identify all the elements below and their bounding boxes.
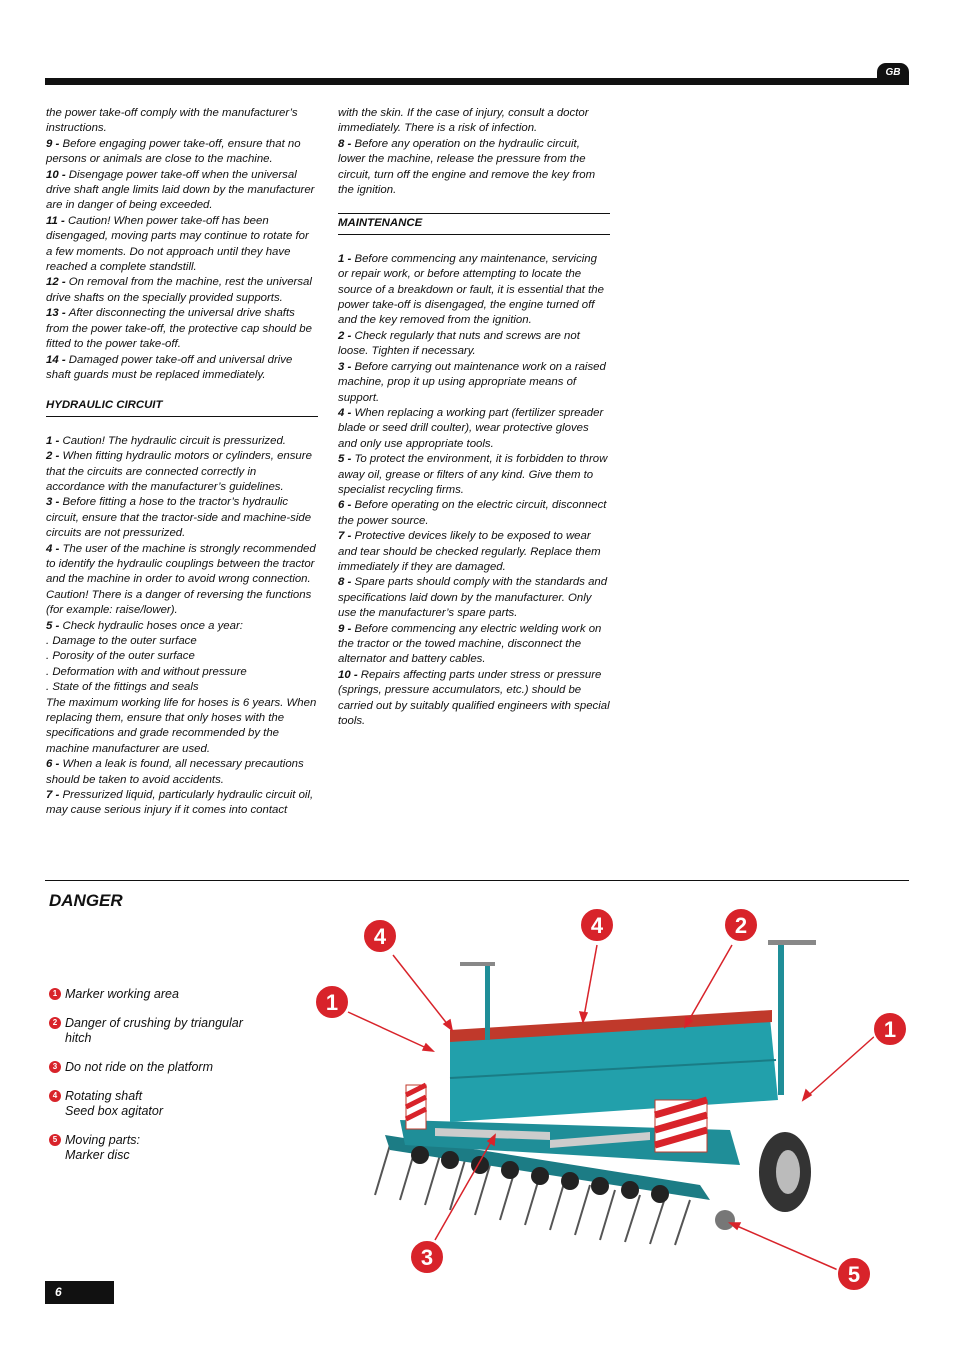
legend-number-badge: 3: [49, 1061, 61, 1073]
legend-number-badge: 5: [49, 1134, 61, 1146]
seed-drill-machine-icon: [375, 940, 816, 1245]
svg-text:2: 2: [734, 913, 748, 938]
text-column-right: [338, 106, 610, 729]
check-item: . Damage to the outer surface: [46, 635, 197, 647]
legend-item: 3 Do not ride on the platform: [49, 1060, 289, 1075]
svg-text:1: 1: [883, 1017, 897, 1042]
paragraph: the power take-off comply with the manufacturer’s instructions.: [46, 107, 298, 135]
list-item: 3 - Before fitting a hose to the tractor’s hydraulic circuit, ensure that the tractor-side and machine-side circuits are not pressurized.: [46, 496, 312, 540]
callout-badge: [837, 1257, 871, 1291]
list-item: 2 - When fitting hydraulic motors or cylinders, ensure that the circuits are connected correctly in accordance with the manufacturer’s guidelines.: [46, 450, 312, 493]
list-item: 3 - Before carrying out maintenance work on a raised machine, prop it up using appropriate means of support.: [338, 360, 606, 404]
text-column-left: [46, 106, 318, 819]
seed-drill-illustration: [300, 900, 920, 1300]
list-item: 2 - Check regularly that nuts and screws are not loose. Tighten if necessary.: [338, 329, 580, 358]
callout-badge: [315, 985, 349, 1019]
svg-text:4: 4: [590, 913, 604, 938]
list-item: 4 - When replacing a working part (fertilizer spreader blade or seed drill coulter), wear protective gloves and only use appropriate tools.: [338, 406, 604, 450]
list-item: 5 - Check hydraulic hoses once a year:: [46, 619, 243, 632]
language-tab: GB: [877, 63, 909, 83]
callout-badge: [873, 1012, 907, 1046]
section-heading-maintenance: MAINTENANCE: [338, 213, 610, 234]
page-number: 6: [45, 1281, 114, 1304]
list-item: 9 - Before commencing any electric welding work on the tractor or the towed machine, disconnect the alternator and battery cables.: [338, 622, 602, 666]
list-item: 7 - Protective devices likely to be exposed to wear and tear should be checked regularly. Replace them immediately if they are damaged.: [338, 530, 601, 573]
list-item: 4 - The user of the machine is strongly recommended to identify the hydraulic couplings between the tractor and the machine in order to avoid wrong connection. Caution! There is a danger of reversing the functions (for example: raise/lower).: [46, 542, 316, 617]
legend-item: 2 Danger of crushing by triangular hitch: [49, 1016, 289, 1046]
svg-text:4: 4: [373, 924, 387, 949]
danger-legend: [49, 987, 289, 1177]
danger-title: DANGER: [49, 891, 123, 910]
legend-number-badge: 1: [49, 988, 61, 1000]
list-item: 6 - Before operating on the electric circuit, disconnect the power source.: [338, 499, 607, 527]
legend-item: 1 Marker working area: [49, 987, 289, 1002]
legend-number-badge: 2: [49, 1017, 61, 1029]
list-item: 11 - Caution! When power take-off has been disengaged, moving parts may continue to rotate for a few moments. Do not approach until they have reached a complete standstill.: [46, 214, 309, 274]
svg-text:5: 5: [847, 1262, 861, 1287]
paragraph: The maximum working life for hoses is 6 years. When replacing them, ensure that only hoses with the specifications and grade recommended by the machine manufacturer are used.: [46, 696, 317, 755]
svg-text:3: 3: [420, 1245, 434, 1270]
list-item: 6 - When a leak is found, all necessary precautions should be taken to avoid accidents.: [46, 758, 304, 786]
check-item: . Porosity of the outer surface: [46, 650, 195, 663]
list-item: 5 - To protect the environment, it is forbidden to throw away oil, grease or filters of any kind. Give them to specialist recycling firms.: [338, 453, 608, 496]
callout-badge: [580, 908, 614, 942]
list-item: 7 - Pressurized liquid, particularly hydraulic circuit oil, may cause serious injury if it comes into contact: [46, 789, 314, 817]
list-item: 8 - Spare parts should comply with the standards and specifications laid down by the manufacturer. Only use the manufacturer’s spare parts.: [338, 576, 608, 620]
list-item: 10 - Repairs affecting parts under stress or pressure (springs, pressure accumulators, etc.) should be carried out by suitably qualified engineers with special tools.: [338, 668, 610, 728]
callout-badge: [724, 908, 758, 942]
list-item: 1 - Caution! The hydraulic circuit is pressurized.: [46, 434, 286, 447]
list-item: 10 - Disengage power take-off when the universal drive shaft angle limits laid down by the manufacturer are in danger of being exceeded.: [46, 168, 315, 212]
list-item: 8 - Before any operation on the hydraulic circuit, lower the machine, release the pressure from the circuit, turn off the engine and remove the key from the ignition.: [338, 137, 596, 197]
list-item: 12 - On removal from the machine, rest the universal drive shafts on the specially provided supports.: [46, 276, 312, 304]
list-item: 1 - Before commencing any maintenance, servicing or repair work, or before attempting to locate the source of a breakdown or fault, it is essential that the power take-off is disengaged, the engine turned off and the key removed from the ignition.: [338, 252, 604, 327]
callout-badge: [410, 1240, 444, 1274]
check-item: . Deformation with and without pressure: [46, 665, 247, 678]
section-heading-hydraulic: HYDRAULIC CIRCUIT: [46, 398, 318, 416]
list-item: 13 - After disconnecting the universal drive shafts from the power take-off, the protective cap should be fitted to the power take-off.: [46, 307, 312, 351]
legend-number-badge: 4: [49, 1090, 61, 1102]
callout-badge: [363, 919, 397, 953]
legend-item: 4 Rotating shaft Seed box agitator: [49, 1089, 289, 1119]
section-divider: [45, 880, 909, 881]
header-rule: [45, 78, 909, 85]
legend-item: 5 Moving parts: Marker disc: [49, 1133, 289, 1163]
svg-text:1: 1: [325, 990, 339, 1015]
list-item: 9 - Before engaging power take-off, ensure that no persons or animals are close to the machine.: [46, 137, 301, 166]
check-item: . State of the fittings and seals: [46, 681, 199, 694]
paragraph: with the skin. If the case of injury, consult a doctor immediately. There is a risk of infection.: [338, 107, 589, 135]
list-item: 14 - Damaged power take-off and universal drive shaft guards must be replaced immediately.: [46, 353, 293, 381]
